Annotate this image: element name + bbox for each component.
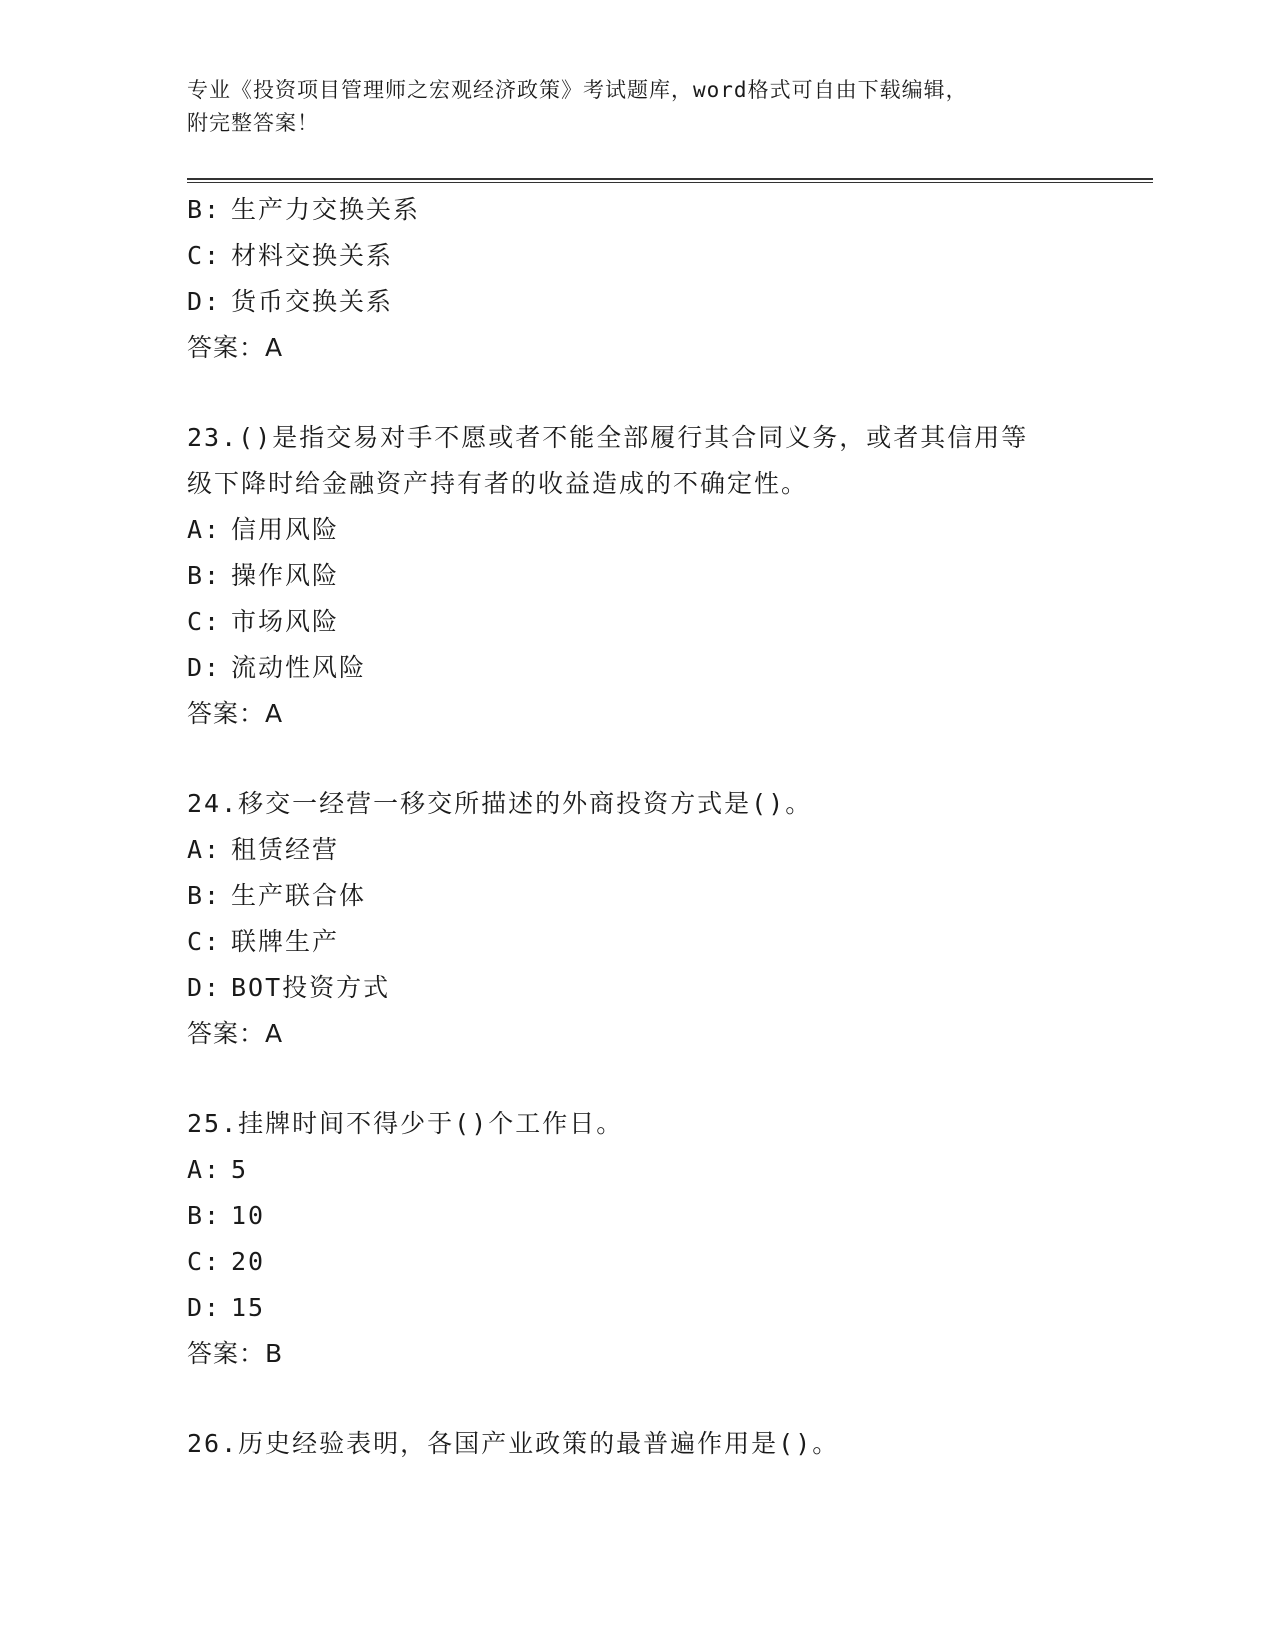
option-text: 材料交换关系 bbox=[231, 241, 394, 270]
option-a bbox=[187, 827, 1087, 873]
question-25 bbox=[187, 1101, 1087, 1377]
question-stem bbox=[187, 781, 1087, 827]
option-a bbox=[187, 507, 1087, 553]
option-text: 操作风险 bbox=[231, 561, 340, 590]
header-line-2: 附完整答案！ bbox=[187, 111, 319, 135]
page-header bbox=[187, 74, 1087, 140]
option-b bbox=[187, 187, 1087, 233]
option-text: 租赁经营 bbox=[231, 835, 340, 864]
question-23 bbox=[187, 415, 1087, 737]
option-text: 10 bbox=[231, 1201, 266, 1230]
option-letter: C: bbox=[187, 241, 222, 270]
option-letter: B: bbox=[187, 561, 222, 590]
option-letter: A: bbox=[187, 515, 222, 544]
option-text: 生产联合体 bbox=[231, 881, 367, 910]
option-letter: C: bbox=[187, 1247, 222, 1276]
option-d bbox=[187, 1285, 1087, 1331]
answer-line: 答案：B bbox=[187, 1339, 284, 1368]
question-stem bbox=[187, 1101, 1087, 1147]
question-stem bbox=[187, 415, 1087, 507]
option-text: 货币交换关系 bbox=[231, 287, 394, 316]
question-stem-line: 23.()是指交易对手不愿或者不能全部履行其合同义务，或者其信用等 bbox=[187, 423, 1029, 452]
question-24 bbox=[187, 781, 1087, 1057]
option-letter: D: bbox=[187, 653, 222, 682]
option-text: 生产力交换关系 bbox=[231, 195, 421, 224]
answer-line: 答案：A bbox=[187, 699, 284, 728]
option-d bbox=[187, 965, 1087, 1011]
option-letter: D: bbox=[187, 973, 222, 1002]
question-26 bbox=[187, 1421, 1087, 1467]
option-c bbox=[187, 919, 1087, 965]
option-letter: B: bbox=[187, 881, 222, 910]
option-text: 联牌生产 bbox=[231, 927, 340, 956]
option-d bbox=[187, 279, 1087, 325]
option-a bbox=[187, 1147, 1087, 1193]
option-letter: D: bbox=[187, 287, 222, 316]
question-stem-line: 26.历史经验表明，各国产业政策的最普遍作用是()。 bbox=[187, 1429, 840, 1458]
option-d bbox=[187, 645, 1087, 691]
option-text: 15 bbox=[231, 1293, 266, 1322]
question-stem-line: 24.移交一经营一移交所描述的外商投资方式是()。 bbox=[187, 789, 813, 818]
option-b bbox=[187, 873, 1087, 919]
option-text: 流动性风险 bbox=[231, 653, 367, 682]
option-letter: B: bbox=[187, 195, 222, 224]
header-line-1: 专业《投资项目管理师之宏观经济政策》考试题库，word格式可自由下载编辑， bbox=[187, 78, 968, 102]
header-divider bbox=[187, 178, 1153, 183]
option-text: 5 bbox=[231, 1155, 249, 1184]
option-c bbox=[187, 233, 1087, 279]
answer-line: 答案：A bbox=[187, 1019, 284, 1048]
option-letter: A: bbox=[187, 1155, 222, 1184]
option-c bbox=[187, 599, 1087, 645]
option-letter: C: bbox=[187, 927, 222, 956]
option-text: 信用风险 bbox=[231, 515, 340, 544]
option-text: 市场风险 bbox=[231, 607, 340, 636]
option-text: 20 bbox=[231, 1247, 266, 1276]
option-letter: D: bbox=[187, 1293, 222, 1322]
question-stem-line: 级下降时给金融资产持有者的收益造成的不确定性。 bbox=[187, 469, 809, 498]
option-letter: A: bbox=[187, 835, 222, 864]
option-b bbox=[187, 553, 1087, 599]
question-stem bbox=[187, 1421, 1087, 1467]
option-c bbox=[187, 1239, 1087, 1285]
answer-line: 答案：A bbox=[187, 333, 284, 362]
option-letter: C: bbox=[187, 607, 222, 636]
option-text: BOT投资方式 bbox=[231, 973, 391, 1002]
question-22-continued bbox=[187, 187, 1087, 371]
option-letter: B: bbox=[187, 1201, 222, 1230]
option-b bbox=[187, 1193, 1087, 1239]
document-body bbox=[187, 187, 1087, 1467]
question-stem-line: 25.挂牌时间不得少于()个工作日。 bbox=[187, 1109, 624, 1138]
